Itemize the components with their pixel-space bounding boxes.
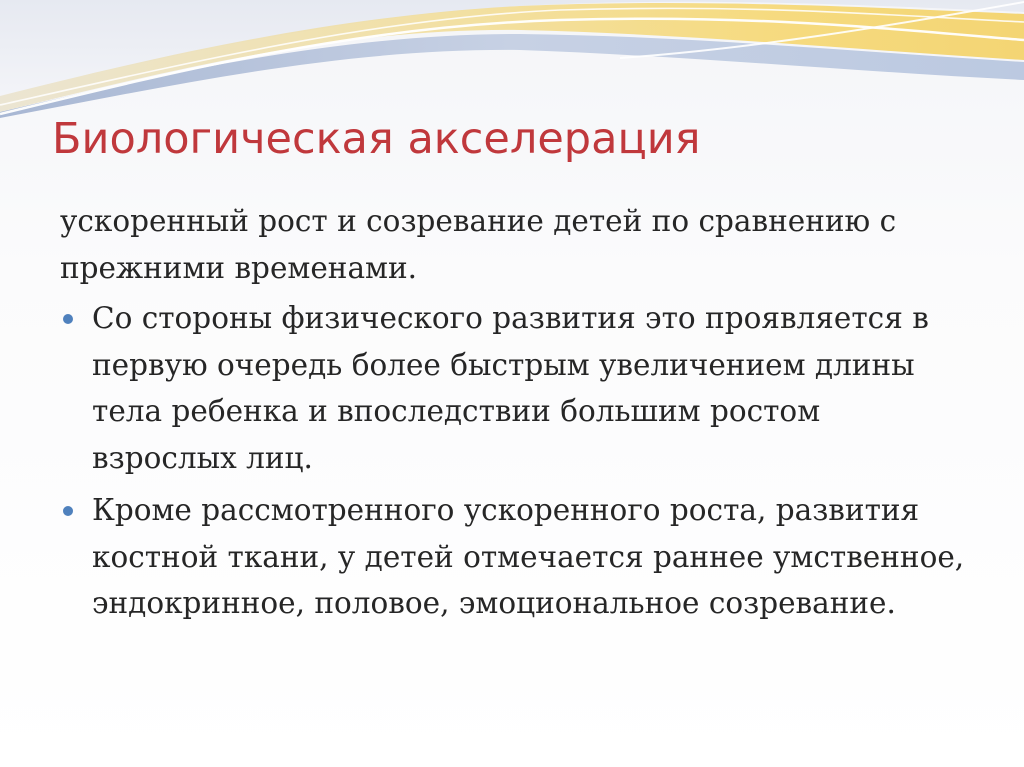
- bullet-item-early-maturation: [60, 487, 965, 627]
- round-bullet-icon: [63, 506, 73, 516]
- slide-title: Биологическая акселерация: [52, 114, 701, 164]
- header-swoosh-decoration: [0, 0, 1024, 130]
- round-bullet-icon: [63, 314, 73, 324]
- bullet-text: Кроме рассмотренного ускоренного роста, развития костной ткани, у детей отмечается раннее умственное, эндокринное, половое, эмоциональное созревание.: [92, 493, 965, 620]
- intro-paragraph: ускоренный рост и созревание детей по сравнению с прежними временами.: [60, 204, 897, 285]
- bullet-list: [60, 295, 965, 627]
- slide-body: [60, 198, 965, 633]
- bullet-text: Со стороны физического развития это проявляется в первую очередь более быстрым увеличением длины тела ребенка и впоследствии большим ростом взрослых лиц.: [92, 301, 929, 475]
- bullet-item-physical-development: [60, 295, 965, 481]
